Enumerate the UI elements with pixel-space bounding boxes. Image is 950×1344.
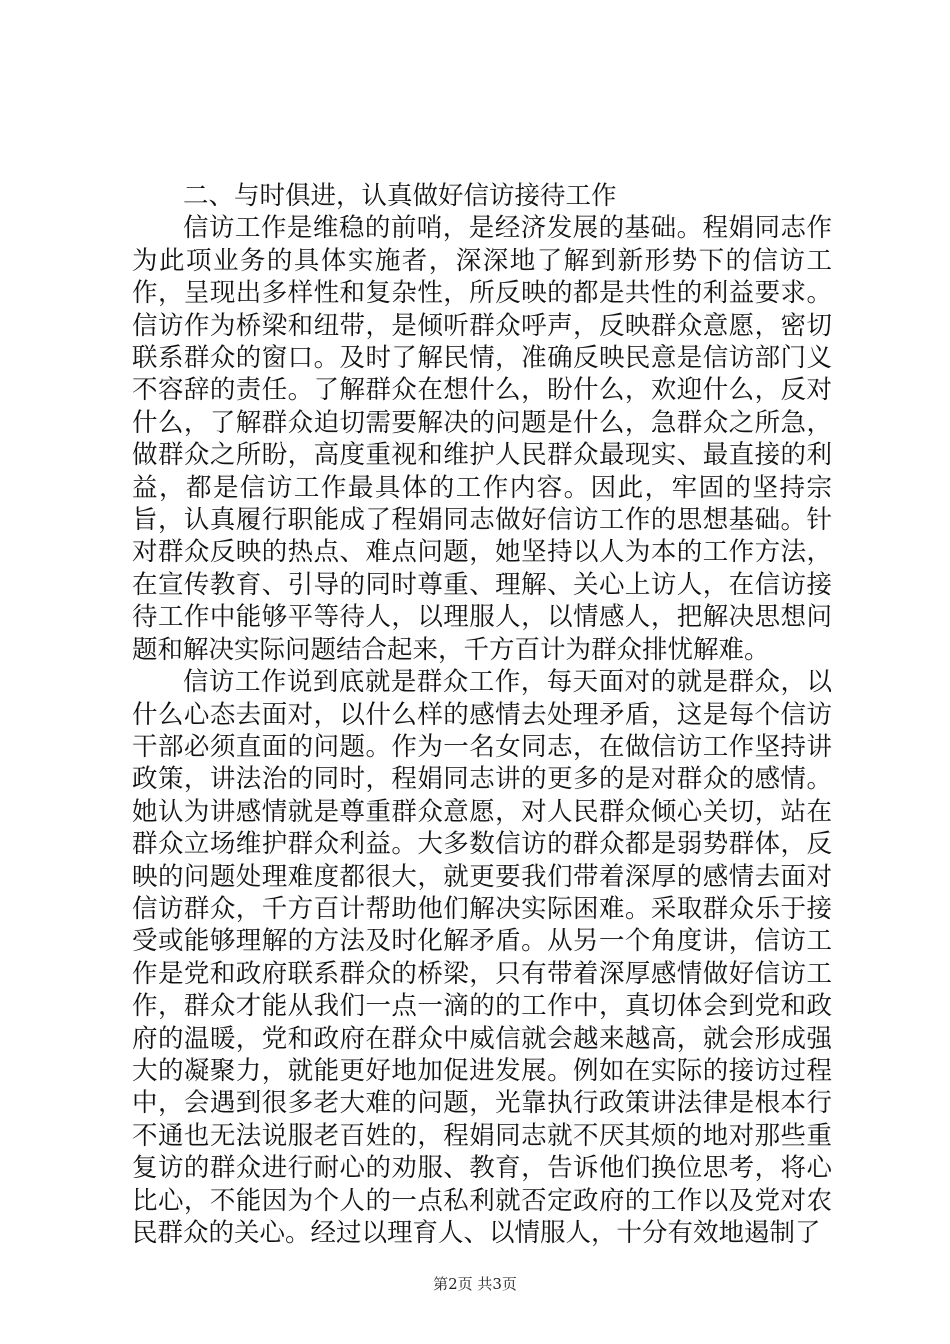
section-heading: 二、与时俱进，认真做好信访接待工作 [183,181,617,211]
document-body [132,180,832,1249]
paragraph-2: 信访工作说到底就是群众工作，每天面对的就是群众，以什么心态去面对，以什么样的感情去处理矛盾，这是每个信访干部必须直面的问题。作为一名女同志，在做信访工作坚持讲政策，讲法治的同时，程娟同志讲的更多的是对群众的感情。她认为讲感情就是尊重群众意愿，对人民群众倾心关切，站在群众立场维护群众利益。大多数信访的群众都是弱势群体，反映的问题处理难度都很大，就更要我们带着深厚的感情去面对信访群众，千方百计帮助他们解决实际困难。采取群众乐于接受或能够理解的方法及时化解矛盾。从另一个角度讲，信访工作是党和政府联系群众的桥梁，只有带着深厚感情做好信访工作，群众才能从我们一点一滴的的工作中，真切体会到党和政府的温暖，党和政府在群众中威信就会越来越高，就会形成强大的凝聚力，就能更好地加促进发展。例如在实际的接访过程中，会遇到很多老大难的问题，光靠执行政策讲法律是根本行不通也无法说服老百姓的，程娟同志就不厌其烦的地对那些重复访的群众进行耐心的劝服、教育，告诉他们换位思考，将心比心，不能因为个人的一点私利就否定政府的工作以及党对农民群众的关心。经过以理育人、以情服人，十分有效地遏制了 [132,667,832,1248]
paragraph-1: 信访工作是维稳的前哨，是经济发展的基础。程娟同志作为此项业务的具体实施者，深深地了解到新形势下的信访工作，呈现出多样性和复杂性，所反映的都是共性的利益要求。信访作为桥梁和纽带，是倾听群众呼声，反映群众意愿，密切联系群众的窗口。及时了解民情，准确反映民意是信访部门义不容辞的责任。了解群众在想什么，盼什么，欢迎什么，反对什么，了解群众迫切需要解决的问题是什么，急群众之所急，做群众之所盼，高度重视和维护人民群众最现实、最直接的利益，都是信访工作最具体的工作内容。因此，牢固的坚持宗旨，认真履行职能成了程娟同志做好信访工作的思想基础。针对群众反映的热点、难点问题，她坚持以人为本的工作方法，在宣传教育、引导的同时尊重、理解、关心上访人，在信访接待工作中能够平等待人，以理服人，以情感人，把解决思想问题和解决实际问题结合起来，千方百计为群众排忧解难。 [132,213,832,665]
page-footer: 第2页 共3页 [433,1275,517,1293]
